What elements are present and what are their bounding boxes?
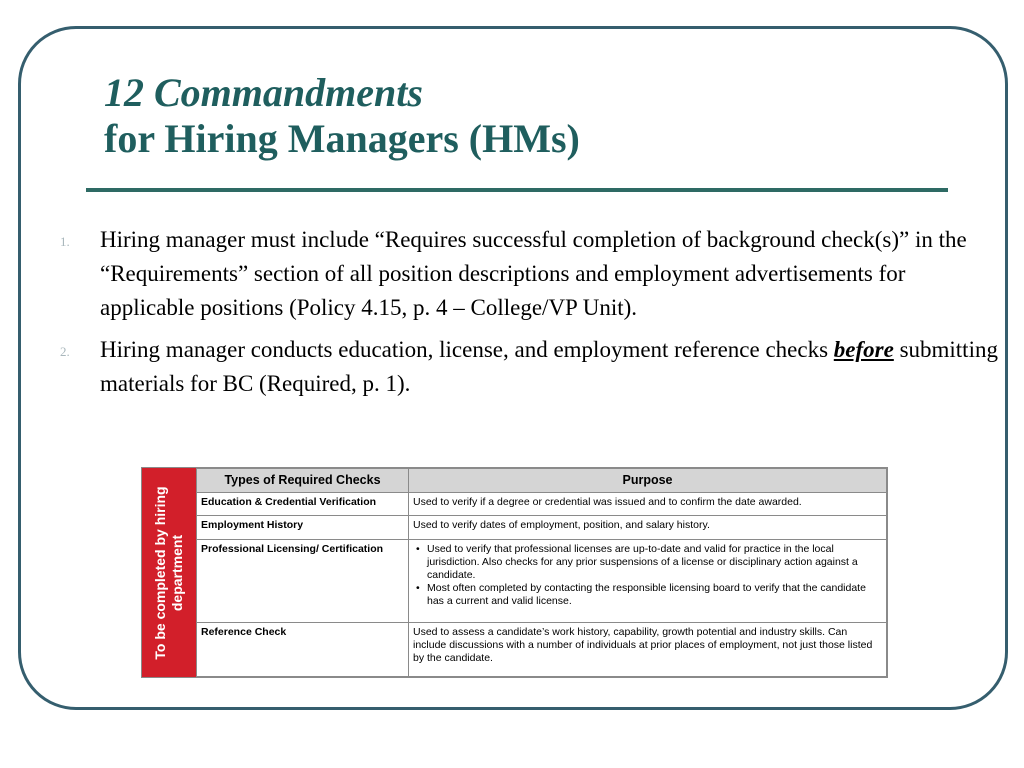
commandment-number: 2. bbox=[60, 344, 70, 359]
checks-table-grid bbox=[196, 468, 887, 677]
check-purpose-cell: Used to verify if a degree or credential was issued and to confirm the date awarded. bbox=[409, 493, 887, 516]
commandment-text bbox=[100, 333, 1000, 401]
purpose-bullet: • Most often completed by contacting the responsible licensing board to verify that the candidate has a current and valid license. bbox=[413, 582, 882, 608]
title-line-2: for Hiring Managers (HMs) bbox=[104, 116, 580, 161]
check-purpose-cell: Used to assess a candidate’s work history, capability, growth potential and industry skills. Can include discussions with a number of individuals at prior places of employment, not just those listed by the candidate. bbox=[409, 623, 887, 677]
table-row bbox=[197, 539, 887, 623]
hiring-department-band bbox=[142, 468, 196, 677]
required-checks-table bbox=[141, 467, 888, 678]
commandment-list bbox=[60, 223, 1000, 409]
check-type-cell: Education & Credential Verification bbox=[197, 493, 409, 516]
column-header-purpose: Purpose bbox=[409, 469, 887, 493]
check-type-cell: Employment History bbox=[197, 516, 409, 539]
table-row bbox=[197, 493, 887, 516]
check-purpose-cell bbox=[409, 539, 887, 623]
table-row bbox=[197, 516, 887, 539]
table-header-row bbox=[197, 469, 887, 493]
purpose-bullet: • Used to verify that professional licenses are up-to-date and valid for practice in the local jurisdiction. Also checks for any prior suspensions of a license or disciplinary action against a candidate. bbox=[413, 543, 882, 582]
table-row bbox=[197, 623, 887, 677]
emphasis-before: before bbox=[833, 337, 894, 362]
title-divider bbox=[86, 188, 948, 192]
check-purpose-cell: Used to verify dates of employment, position, and salary history. bbox=[409, 516, 887, 539]
commandment-item-2 bbox=[60, 333, 1000, 401]
side-band-label: To be completed by hiring department bbox=[152, 485, 185, 660]
slide-title bbox=[104, 70, 904, 162]
commandment-text: Hiring manager must include “Requires successful completion of background check(s)” in the “Requirements” section of all position descriptions and employment advertisements for applicable positions (Policy 4.15, p. 4 – College/VP Unit). bbox=[100, 227, 967, 320]
commandment-text-part: Hiring manager conducts education, license, and employment reference checks bbox=[100, 337, 834, 362]
title-line-1: 12 Commandments bbox=[104, 70, 423, 115]
check-type-cell: Professional Licensing/ Certification bbox=[197, 539, 409, 623]
check-type-cell: Reference Check bbox=[197, 623, 409, 677]
purpose-bullet-list bbox=[413, 543, 882, 608]
column-header-types: Types of Required Checks bbox=[197, 469, 409, 493]
commandment-number: 1. bbox=[60, 234, 70, 249]
commandment-item-1 bbox=[60, 223, 1000, 325]
commandment-text-part: submitting materials for BC (Required, p. 1). bbox=[100, 337, 998, 396]
